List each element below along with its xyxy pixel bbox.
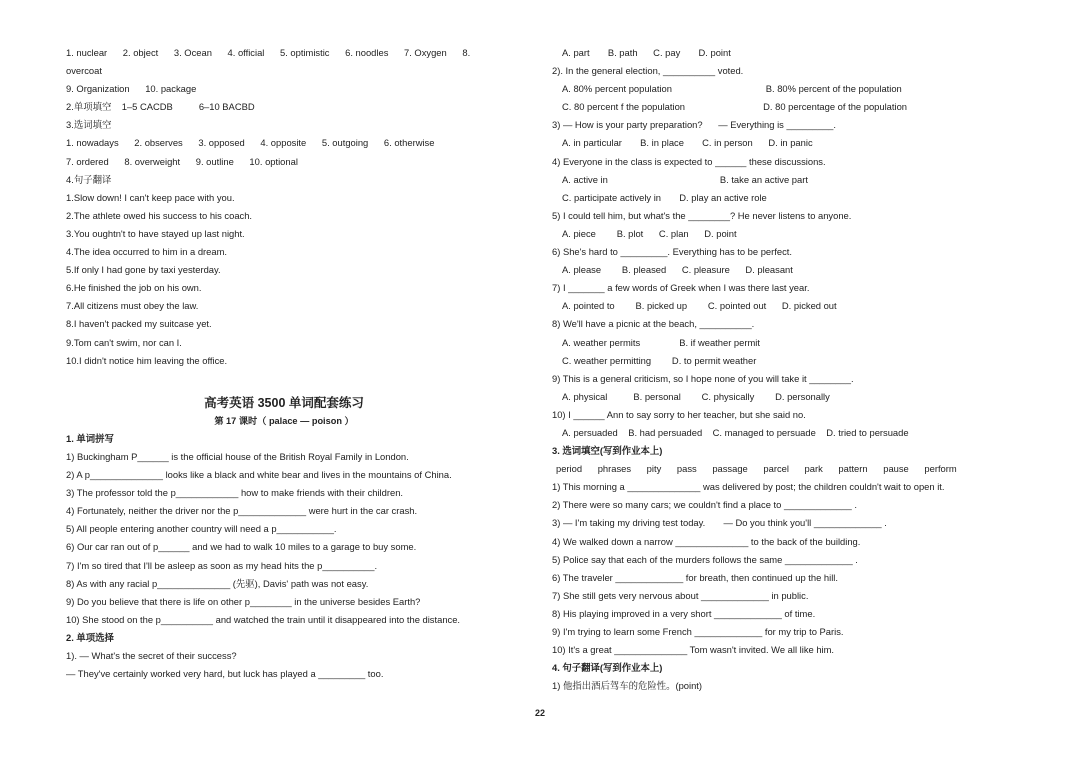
spelling-question: 7) I'm so tired that I'll be asleep as soon as my head hits the p__________. bbox=[66, 559, 378, 571]
answer-line: 2.单项填空 1–5 CACDB 6–10 BACBD bbox=[66, 101, 255, 113]
left-column bbox=[66, 44, 502, 683]
spelling-questions bbox=[66, 448, 502, 629]
choice-question-line: A. active in B. take an active part bbox=[562, 173, 808, 185]
choice-question-line: A. physical B. personal C. physically D. personally bbox=[562, 390, 830, 402]
fill-in-question: 7) She still gets very nervous about _____________ in public. bbox=[552, 589, 809, 601]
choice-question-line: A. persuaded B. had persuaded C. managed to persuade D. tried to persuade bbox=[562, 426, 909, 438]
fill-in-question: 1) This morning a ______________ was delivered by post; the children couldn't wait to open it. bbox=[552, 481, 945, 493]
choice-question-line: 6) She's hard to _________. Everything has to be perfect. bbox=[552, 246, 792, 258]
choice-question-line: A. weather permits B. if weather permit bbox=[562, 336, 760, 348]
section-4-heading: 4. 句子翻译(写到作业本上) bbox=[552, 662, 663, 674]
choice-question-line: A. please B. pleased C. pleasure D. pleasant bbox=[562, 264, 793, 276]
answer-line: 3.选词填空 bbox=[66, 119, 112, 131]
choice-question-line: C. weather permitting D. to permit weather bbox=[562, 354, 757, 366]
spelling-question: 5) All people entering another country will need a p___________. bbox=[66, 523, 337, 535]
choice-question-line: 1). — What's the secret of their success? bbox=[66, 650, 237, 661]
answer-line: 8.I haven't packed my suitcase yet. bbox=[66, 318, 212, 330]
word-bank: period phrases pity pass passage parcel park pattern pause perform bbox=[556, 463, 957, 475]
fill-in-question: 2) There were so many cars; we couldn't find a place to _____________ . bbox=[552, 499, 857, 511]
answer-line: 10.I didn't notice him leaving the office. bbox=[66, 354, 228, 366]
fill-in-question: 8) His playing improved in a very short _____________ of time. bbox=[552, 607, 816, 619]
choice-question-line: A. piece B. plot C. plan D. point bbox=[562, 227, 737, 239]
translation-questions bbox=[552, 677, 972, 695]
answer-line: 3.You oughtn't to have stayed up last night. bbox=[66, 227, 245, 239]
fill-in-question: 10) It's a great ______________ Tom wasn't invited. We all like him. bbox=[552, 644, 835, 656]
lesson-subtitle: 第 17 课时（ palace — poison ） bbox=[214, 415, 354, 426]
choice-question-line: 5) I could tell him, but what's the ________? He never listens to anyone. bbox=[552, 209, 852, 221]
spelling-question: 6) Our car ran out of p______ and we had to walk 10 miles to a garage to buy some. bbox=[66, 541, 417, 553]
section-3-heading: 3. 选词填空(写到作业本上) bbox=[552, 445, 663, 457]
answer-line: 1.Slow down! I can't keep pace with you. bbox=[66, 191, 235, 203]
choice-questions-continued bbox=[552, 44, 972, 442]
spelling-question: 1) Buckingham P______ is the official house of the British Royal Family in London. bbox=[66, 450, 409, 462]
answer-line: 5.If only I had gone by taxi yesterday. bbox=[66, 264, 221, 276]
answer-line: 2.The athlete owed his success to his coach. bbox=[66, 209, 253, 221]
spelling-question: 4) Fortunately, neither the driver nor the p_____________ were hurt in the car crash. bbox=[66, 505, 418, 517]
spelling-question: 3) The professor told the p____________ how to make friends with their children. bbox=[66, 487, 404, 499]
choice-question-line: A. pointed to B. picked up C. pointed out D. picked out bbox=[562, 300, 837, 312]
page-number: 22 bbox=[534, 708, 545, 718]
section-2-heading: 2. 单项选择 bbox=[66, 631, 114, 643]
spelling-question: 8) As with any racial p______________ (先驱), Davis' path was not easy. bbox=[66, 577, 369, 589]
translation-question: 1) 他指出酒后驾车的危险性。(point) bbox=[552, 680, 703, 692]
choice-question-line: A. part B. path C. pay D. point bbox=[562, 47, 731, 58]
fill-in-question: 3) — I'm taking my driving test today. — Do you think you'll _____________ . bbox=[552, 517, 887, 529]
choice-questions-start bbox=[66, 647, 502, 683]
answer-line: 1. nuclear 2. object 3. Ocean 4. official 5. optimistic 6. noodles 7. Oxygen 8. bbox=[66, 47, 471, 58]
choice-question-line: C. 80 percent f the population D. 80 percentage of the population bbox=[562, 101, 907, 113]
choice-question-line: 8) We'll have a picnic at the beach, __________. bbox=[552, 318, 755, 330]
answer-line: 7. ordered 8. overweight 9. outline 10. optional bbox=[66, 155, 298, 167]
choice-question-line: 7) I _______ a few words of Greek when I was there last year. bbox=[552, 282, 810, 294]
answer-line: overcoat bbox=[66, 65, 102, 77]
worksheet-title: 高考英语 3500 单词配套练习 bbox=[204, 395, 364, 410]
answer-line: 9.Tom can't swim, nor can I. bbox=[66, 336, 182, 348]
choice-question-line: A. 80% percent population B. 80% percent of the population bbox=[562, 83, 902, 95]
answer-line: 4.The idea occurred to him in a dream. bbox=[66, 246, 228, 258]
fill-in-question: 5) Police say that each of the murders follows the same _____________ . bbox=[552, 553, 858, 565]
choice-question-line: 2). In the general election, __________ voted. bbox=[552, 65, 744, 77]
choice-question-line: — They've certainly worked very hard, but luck has played a _________ too. bbox=[66, 668, 384, 680]
choice-question-line: A. in particular B. in place C. in person D. in panic bbox=[562, 137, 813, 149]
right-column bbox=[552, 44, 972, 695]
answer-line: 9. Organization 10. package bbox=[66, 83, 197, 95]
choice-question-line: 9) This is a general criticism, so I hope none of you will take it ________. bbox=[552, 372, 854, 384]
answer-line: 1. nowadays 2. observes 3. opposed 4. opposite 5. outgoing 6. otherwise bbox=[66, 137, 435, 149]
fill-in-question: 6) The traveler _____________ for breath, then continued up the hill. bbox=[552, 571, 838, 583]
choice-question-line: 3) — How is your party preparation? — Everything is _________. bbox=[552, 119, 836, 131]
spelling-question: 2) A p______________ looks like a black and white bear and lives in the mountains of China. bbox=[66, 469, 452, 481]
fill-in-questions bbox=[552, 478, 972, 659]
answer-line: 6.He finished the job on his own. bbox=[66, 282, 202, 294]
choice-question-line: C. participate actively in D. play an active role bbox=[562, 191, 767, 203]
answer-line: 7.All citizens must obey the law. bbox=[66, 300, 199, 312]
answer-key bbox=[66, 44, 502, 370]
answer-line: 4.句子翻译 bbox=[66, 173, 112, 185]
choice-question-line: 10) I ______ Ann to say sorry to her teacher, but she said no. bbox=[552, 408, 806, 420]
choice-question-line: 4) Everyone in the class is expected to ______ these discussions. bbox=[552, 155, 826, 167]
fill-in-question: 4) We walked down a narrow ______________ to the back of the building. bbox=[552, 535, 861, 547]
spelling-question: 9) Do you believe that there is life on other p________ in the universe besides Earth? bbox=[66, 595, 421, 607]
fill-in-question: 9) I'm trying to learn some French _____________ for my trip to Paris. bbox=[552, 626, 844, 637]
section-1-heading: 1. 单词拼写 bbox=[66, 432, 114, 444]
spelling-question: 10) She stood on the p__________ and watched the train until it disappeared into the distance. bbox=[66, 613, 461, 625]
